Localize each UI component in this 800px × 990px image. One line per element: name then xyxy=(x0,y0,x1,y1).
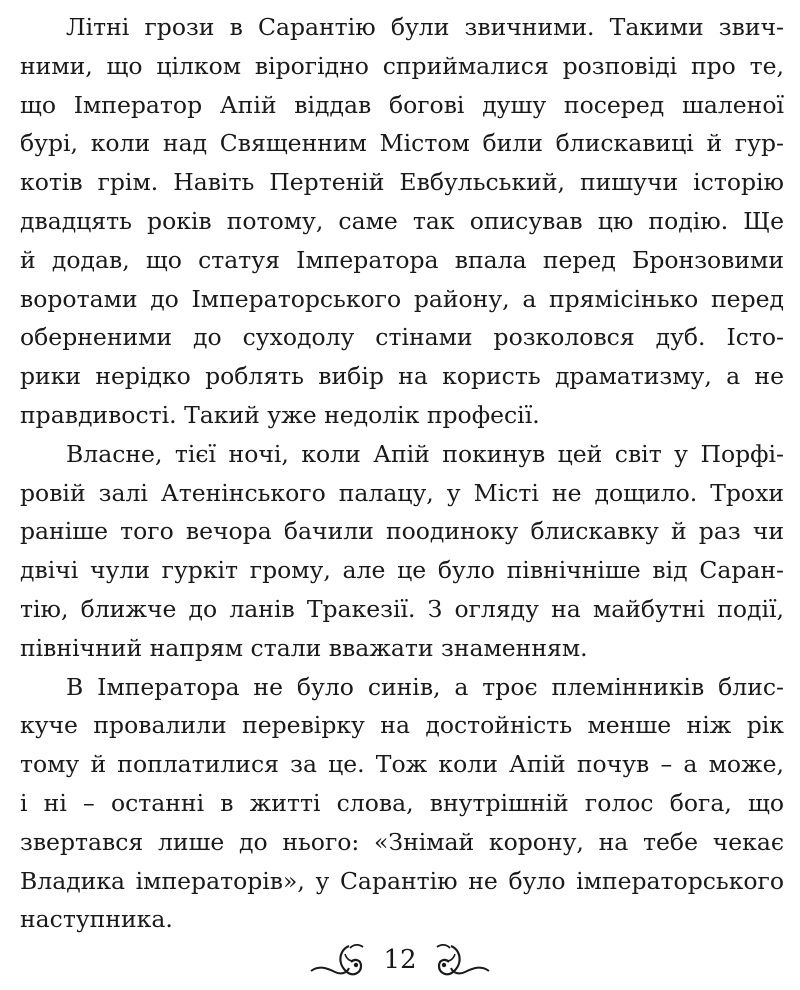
text-line: правдивості. Такий уже недолік професії. xyxy=(20,400,540,429)
text-line: воротами до Імператорського району, а прямісінько перед xyxy=(20,284,784,313)
paragraph-1 xyxy=(20,8,784,435)
text-line: раніше того вечора бачили поодиноку блискавку й раз чи xyxy=(20,517,784,546)
flourish-right-icon xyxy=(431,940,491,980)
paragraph-3 xyxy=(20,668,784,940)
text-line: тому й поплатилися за це. Тож коли Апій почув – а може, xyxy=(20,750,784,779)
text-line: куче провалили перевірку на достойність менше ніж рік xyxy=(20,711,784,740)
text-line: тію, ближче до ланів Тракезії. З огляду на майбутні події, xyxy=(20,594,784,623)
page-body xyxy=(20,8,784,939)
text-line: Власне, тієї ночі, коли Апій покинув цей світ у Порфі- xyxy=(66,439,784,468)
text-line: і ні – останні в житті слова, внутрішній голос бога, що xyxy=(20,788,784,817)
text-line: ними, що цілком вірогідно сприймалися розповіді про те, xyxy=(20,51,784,80)
paragraph-2 xyxy=(20,435,784,668)
text-line: що Імператор Апій віддав богові душу посеред шаленої xyxy=(20,90,784,119)
text-line: бурі, коли над Священним Містом били блискавиці й гур- xyxy=(20,129,784,158)
text-line: наступника. xyxy=(20,905,173,934)
text-line: й додав, що статуя Імператора впала перед Бронзовими xyxy=(20,245,784,274)
text-line: В Імператора не було синів, а троє племінників блис- xyxy=(66,672,784,701)
text-line: котів грім. Навіть Пертеній Евбульський, пишучи історію xyxy=(20,168,784,197)
text-line: двадцять років потому, саме так описував цю подію. Ще xyxy=(20,206,784,235)
text-line: Літні грози в Сарантію були звичними. Такими звич- xyxy=(66,13,784,41)
text-line: звертався лише до нього: «Знімай корону, на тебе чекає xyxy=(20,827,784,856)
page-number: 12 xyxy=(383,945,417,975)
text-line: північний напрям стали вважати знаменням. xyxy=(20,633,588,662)
page-footer xyxy=(0,935,800,985)
text-line: ровій залі Атенінського палацу, у Місті не дощило. Трохи xyxy=(20,478,784,507)
flourish-left-icon xyxy=(309,940,369,980)
text-line: двічі чули гуркіт грому, але це було північніше від Саран- xyxy=(20,556,784,585)
text-line: Владика імператорів», у Сарантію не було імператорського xyxy=(20,866,784,895)
text-line: рики нерідко роблять вибір на користь драматизму, а не xyxy=(20,362,784,391)
text-line: оберненими до суходолу стінами розколовся дуб. Істо- xyxy=(20,323,784,352)
